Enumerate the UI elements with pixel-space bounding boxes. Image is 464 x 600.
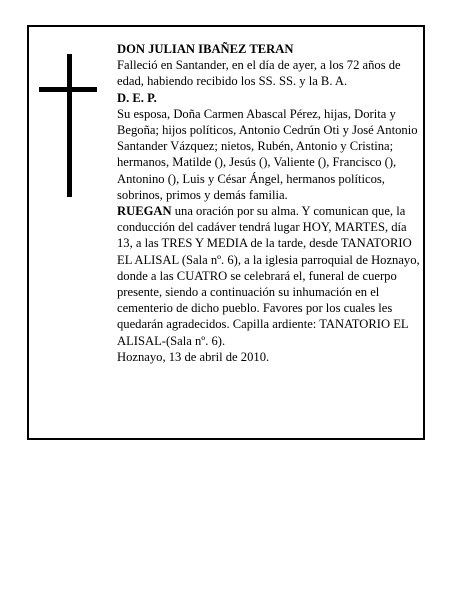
request-paragraph <box>117 203 423 349</box>
obituary-notice <box>27 25 425 440</box>
request-text: una oración por su alma. Y comunican que, la conducción del cadáver tendrá lugar HOY, MARTES, día 13, a las TRES Y MEDIA de la tarde, desde TANATORIO EL ALISAL (Sala nº. 6), a la iglesia parroquial de Hoznayo, donde a las CUATRO se celebrará el, funeral de cuerpo presente, siendo a continuación su inhumación en el cementerio de dicho pueblo. Favores por los cuales les quedarán agradecidos. Capilla ardiente: TANATORIO EL ALISAL-(Sala nº. 6). <box>117 204 420 348</box>
death-statement: Falleció en Santander, en el día de ayer, a los 72 años de edad, habiendo recibido los SS. SS. y la B. A. <box>117 58 401 89</box>
family-paragraph: Su esposa, Doña Carmen Abascal Pérez, hijas, Dorita y Begoña; hijos políticos, Antonio Cedrún Oti y José Antonio Santander Vázquez; nietos, Rubén, Antonio y Cristina; hermanos, Matilde (), Jesús (), Valiente (), Francisco (), Antonino (), Luis y César Ángel, hermanos políticos, sobrinos, primos y demás familia. <box>117 106 418 202</box>
dep-line: D. E. P. <box>117 90 157 105</box>
cross-horizontal-bar <box>39 87 97 92</box>
ruegan-label: RUEGAN <box>117 204 172 219</box>
notice-text <box>117 41 423 365</box>
deceased-name: DON JULIAN IBAÑEZ TERAN <box>117 42 294 56</box>
cross-vertical-bar <box>67 54 72 197</box>
place-date: Hoznayo, 13 de abril de 2010. <box>117 349 270 364</box>
